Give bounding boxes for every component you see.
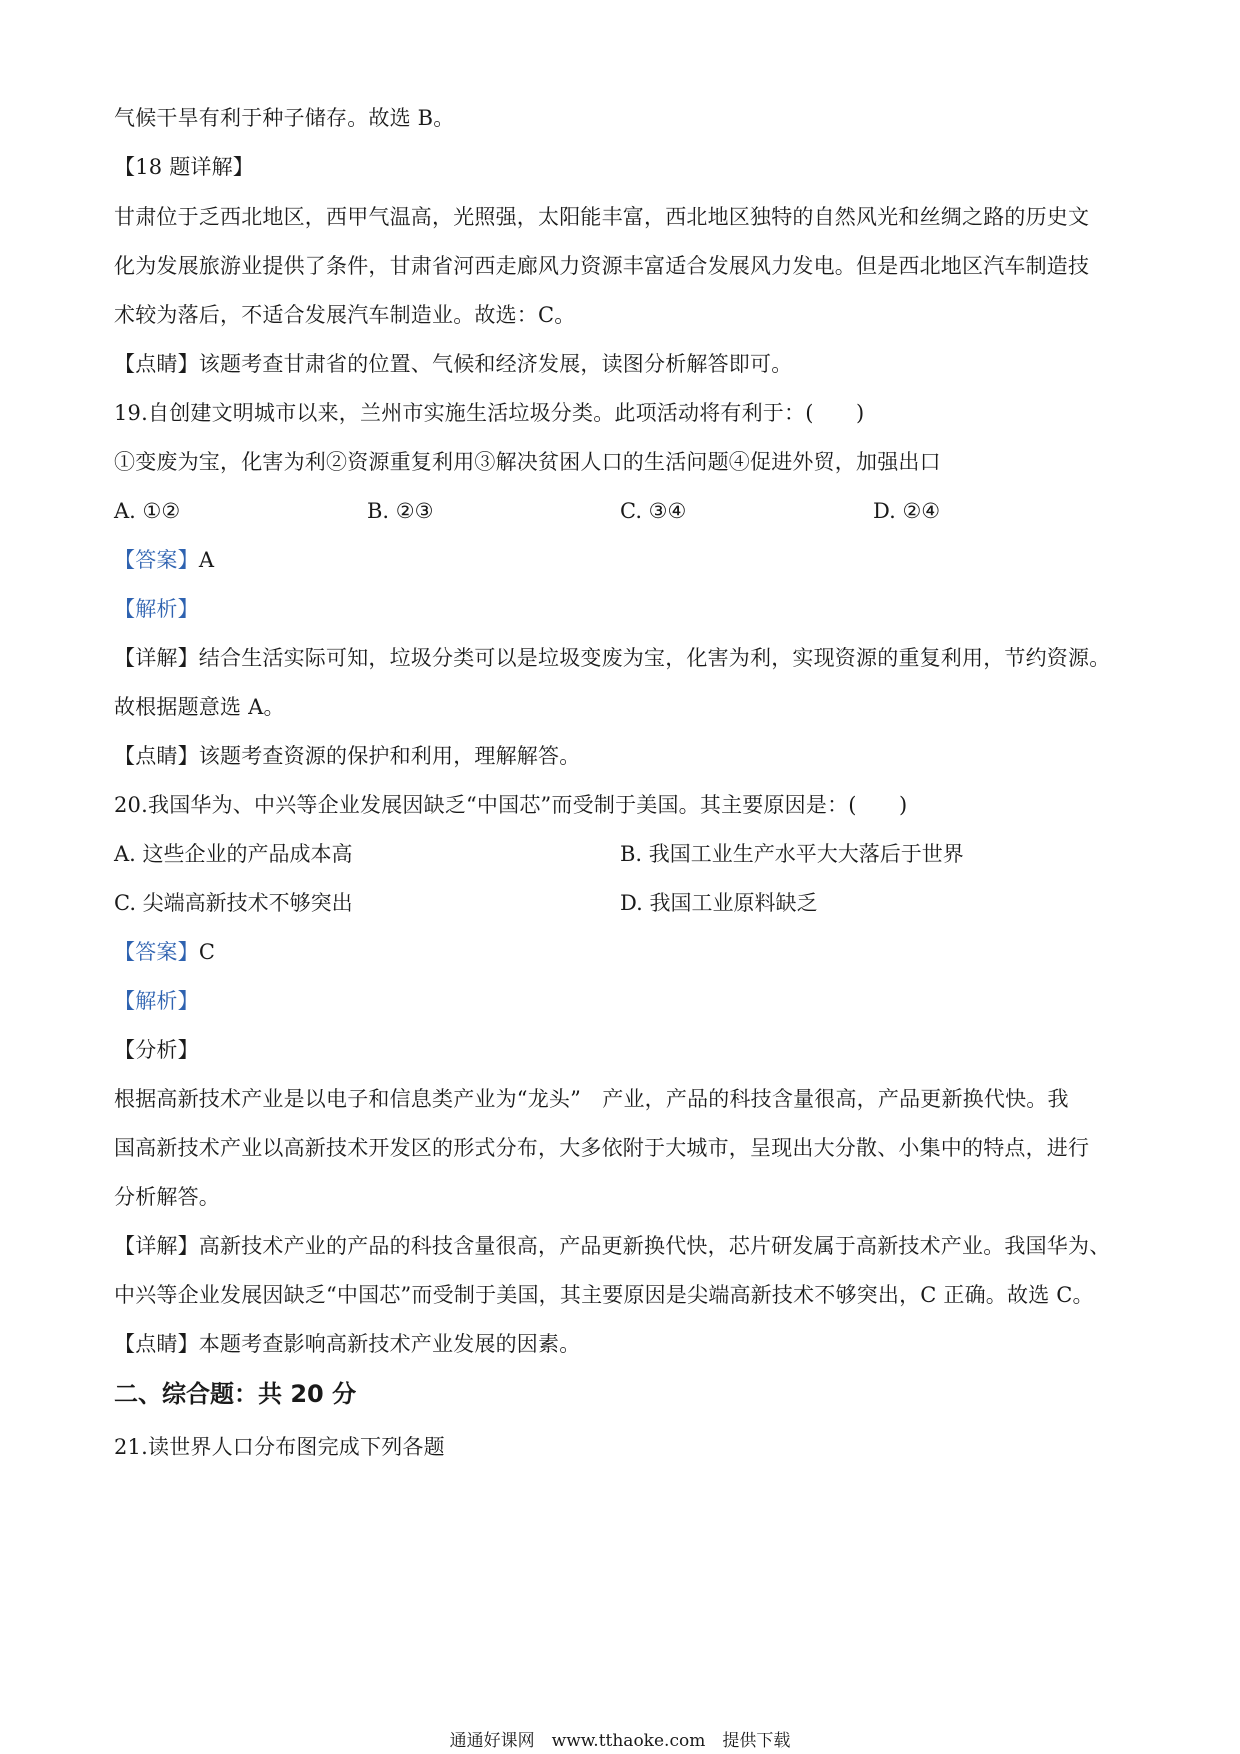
q19-answer-value: A	[198, 548, 215, 572]
page-footer: 通通好课网 www.tthaoke.com 提供下载	[449, 1731, 791, 1751]
section-heading: 二、综合题：共 20 分	[114, 1380, 357, 1408]
q19-detail-line-1: 【详解】结合生活实际可知，垃圾分类可以是垃圾变废为宝，化害为利，实现资源的重复利用，节约资源。	[114, 646, 1111, 670]
q19-option-b: B. ②③	[367, 499, 434, 523]
q20-note: 【点睛】本题考查影响高新技术产业发展的因素。	[114, 1332, 581, 1356]
q20-analysis-line-3: 分析解答。	[114, 1185, 220, 1209]
q18-note: 【点睛】该题考查甘肃省的位置、气候和经济发展，读图分析解答即可。	[114, 352, 793, 376]
q19-detail-line-2: 故根据题意选 A。	[114, 695, 285, 719]
q20-option-c: C. 尖端高新技术不够突出	[114, 891, 353, 915]
q20-option-a: A. 这些企业的产品成本高	[114, 842, 353, 866]
continued-answer-line: 气候干旱有利于种子储存。故选 B。	[114, 106, 455, 130]
q19-statements: ①变废为宝，化害为利②资源重复利用③解决贫困人口的生活问题④促进外贸，加强出口	[114, 450, 941, 474]
q20-answer-line	[114, 937, 215, 967]
q20-answer-value: C	[198, 940, 216, 964]
q20-fenxi-tag: 【分析】	[114, 1038, 199, 1062]
q20-stem: 20.我国华为、中兴等企业发展因缺乏“中国芯”而受制于美国。其主要原因是：( )	[114, 793, 908, 817]
q20-analysis-line-2: 国高新技术产业以高新技术开发区的形式分布，大多依附于大城市，呈现出大分散、小集中的特点，进行	[114, 1136, 1090, 1160]
q19-answer-tag: 【答案】	[114, 548, 199, 572]
q18-paragraph-line-2: 化为发展旅游业提供了条件，甘肃省河西走廊风力资源丰富适合发展风力发电。但是西北地区汽车制造技	[114, 254, 1090, 278]
q19-analysis-tag: 【解析】	[114, 597, 199, 621]
q18-detail-tag: 【18 题详解】	[114, 155, 254, 179]
q19-answer-line	[114, 545, 214, 575]
q20-analysis-line-1: 根据高新技术产业是以电子和信息类产业为“龙头” 产业，产品的科技含量很高，产品更新换代快。我	[114, 1087, 1069, 1111]
q19-note: 【点睛】该题考查资源的保护和利用，理解解答。	[114, 744, 581, 768]
q20-analysis-tag: 【解析】	[114, 989, 199, 1013]
q19-option-a: A. ①②	[114, 499, 181, 523]
q19-option-d: D. ②④	[873, 499, 941, 523]
q19-stem: 19.自创建文明城市以来，兰州市实施生活垃圾分类。此项活动将有利于：( )	[114, 401, 865, 425]
q20-option-d: D. 我国工业原料缺乏	[620, 891, 818, 915]
q20-option-b: B. 我国工业生产水平大大落后于世界	[620, 842, 964, 866]
q20-answer-tag: 【答案】	[114, 940, 199, 964]
q20-detail-line-2: 中兴等企业发展因缺乏“中国芯”而受制于美国，其主要原因是尖端高新技术不够突出，C 正确。故选 C。	[114, 1283, 1094, 1307]
q19-option-c: C. ③④	[620, 499, 687, 523]
q20-detail-line-1: 【详解】高新技术产业的产品的科技含量很高，产品更新换代快，芯片研发属于高新技术产业。我国华为、	[114, 1234, 1111, 1258]
q21-stem: 21.读世界人口分布图完成下列各题	[114, 1435, 445, 1459]
q18-paragraph-line-1: 甘肃位于乏西北地区，西甲气温高，光照强，太阳能丰富，西北地区独特的自然风光和丝绸之路的历史文	[114, 205, 1090, 229]
q18-paragraph-line-3: 术较为落后，不适合发展汽车制造业。故选：C。	[114, 303, 576, 327]
